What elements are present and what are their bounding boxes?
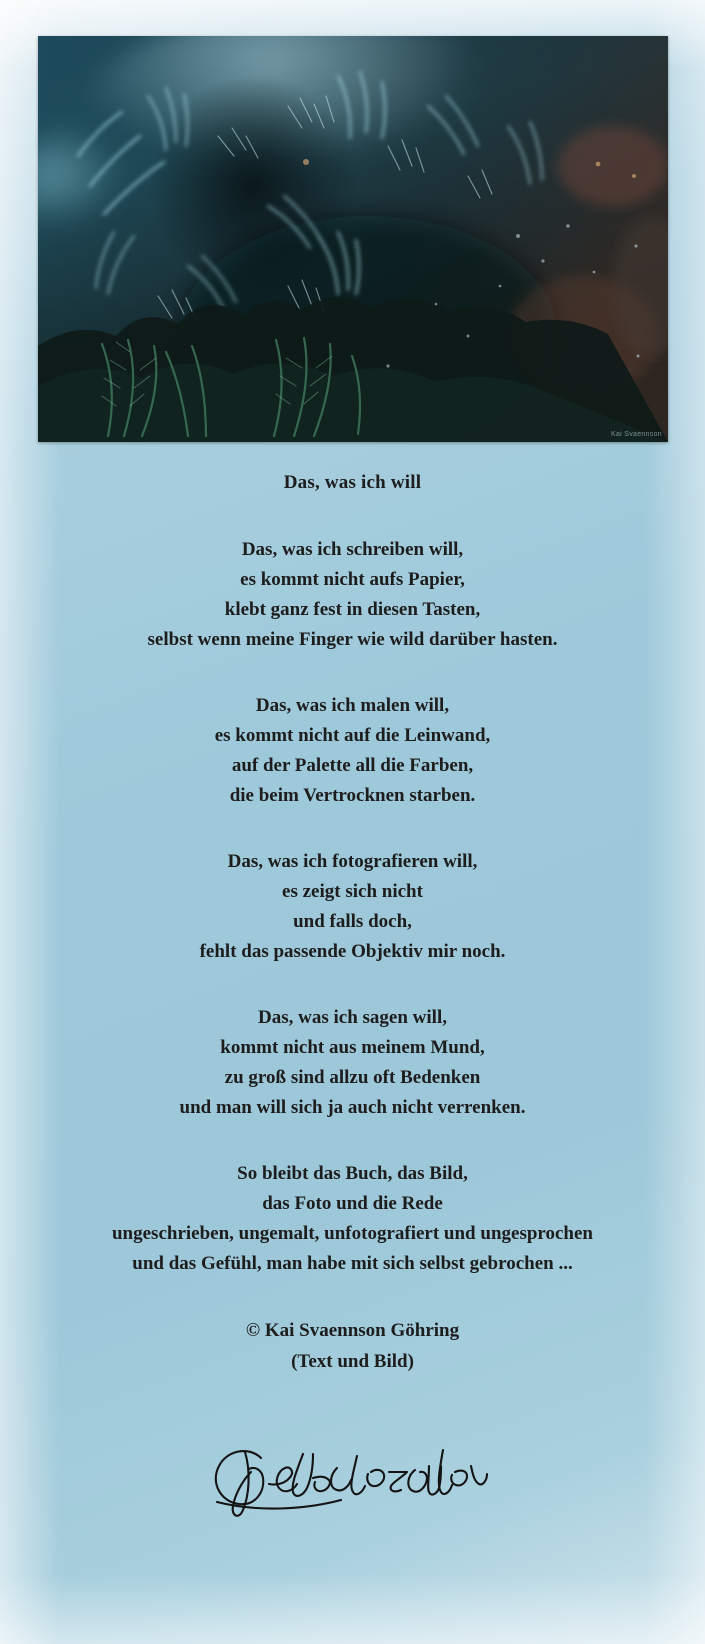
author-credit — [0, 1315, 705, 1377]
poem-line: Das, was ich sagen will, — [258, 1006, 447, 1028]
author-name: © Kai Svaennson Göhring — [245, 1319, 460, 1341]
poem-line: und man will sich ja auch nicht verrenken. — [179, 1096, 526, 1118]
poem-line: es kommt nicht auf die Leinwand, — [214, 724, 491, 746]
page-title: Das, was ich will — [283, 472, 422, 493]
poem-stanza-4 — [0, 1003, 705, 1123]
poem-body — [0, 472, 705, 1377]
artwork-illustration — [38, 36, 668, 442]
poem-line: Das, was ich fotografieren will, — [227, 850, 478, 872]
poem-line: Das, was ich schreiben will, — [241, 538, 464, 560]
poem-stanza-5 — [0, 1159, 705, 1279]
poem-line: und falls doch, — [293, 910, 412, 932]
poem-line: ungeschrieben, ungemalt, unfotografiert und ungesprochen — [111, 1222, 593, 1244]
artwork-image — [38, 36, 668, 442]
poem-line: die beim Vertrocknen starben. — [229, 784, 476, 806]
poem-line: klebt ganz fest in diesen Tasten, — [224, 598, 481, 620]
poem-line: fehlt das passende Objektiv mir noch. — [199, 940, 506, 962]
poem-line: So bleibt das Buch, das Bild, — [237, 1162, 468, 1184]
author-role: (Text und Bild) — [291, 1350, 414, 1372]
poem-line: es kommt nicht aufs Papier, — [240, 568, 465, 590]
poem-line: selbst wenn meine Finger wie wild darüber hasten. — [147, 628, 558, 650]
poem-line: zu groß sind allzu oft Bedenken — [224, 1066, 481, 1088]
poem-stanza-3 — [0, 847, 705, 967]
poem-line: und das Gefühl, man habe mit sich selbst gebrochen ... — [132, 1252, 573, 1274]
poem-line: auf der Palette all die Farben, — [231, 754, 474, 776]
poem-stanza-2 — [0, 691, 705, 811]
poem-line: das Foto und die Rede — [262, 1192, 443, 1214]
poem-line: kommt nicht aus meinem Mund, — [220, 1036, 485, 1058]
poem-line: Das, was ich malen will, — [255, 694, 450, 716]
signature-logo — [0, 1438, 705, 1518]
poem-line: es zeigt sich nicht — [282, 880, 423, 902]
poem-stanza-1 — [0, 535, 705, 655]
gedichtezauber-signature-icon — [203, 1438, 503, 1518]
artwork-watermark: Kai Svaennson — [611, 431, 662, 438]
